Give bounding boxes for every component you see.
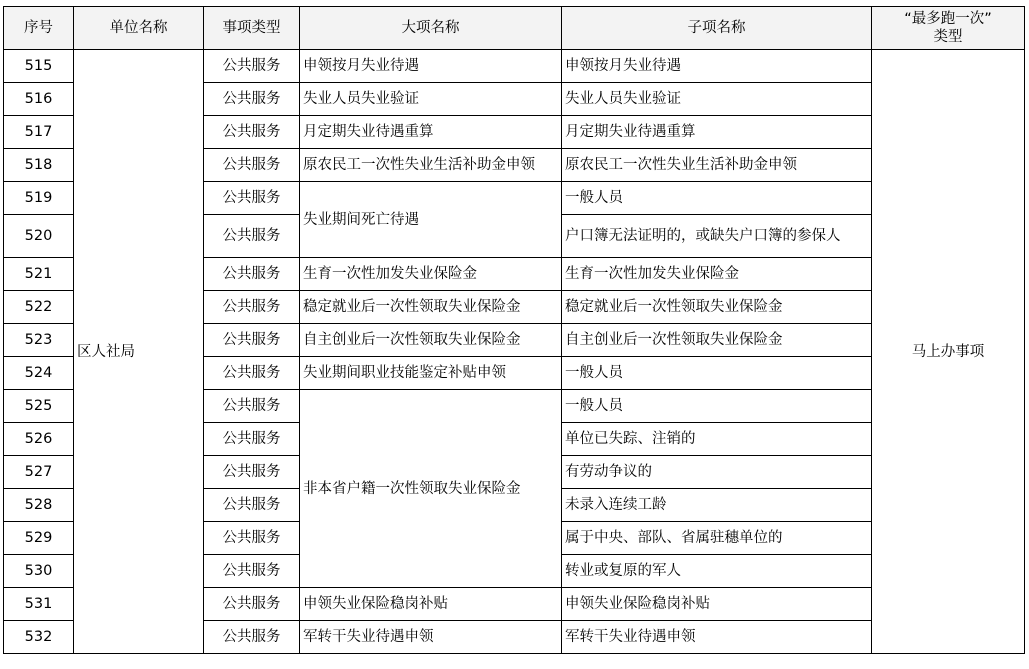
sub-cell: 原农民工一次性失业生活补助金申领	[562, 149, 872, 182]
seq-cell: 517	[4, 116, 74, 149]
seq-cell: 522	[4, 291, 74, 324]
sub-cell: 未录入连续工龄	[562, 489, 872, 522]
major-cell: 失业期间死亡待遇	[300, 182, 562, 258]
seq-cell: 525	[4, 390, 74, 423]
type-cell: 公共服务	[204, 116, 300, 149]
type-cell: 公共服务	[204, 390, 300, 423]
header-category-line2: 类型	[933, 29, 963, 45]
seq-cell: 519	[4, 182, 74, 215]
seq-cell: 529	[4, 522, 74, 555]
category-cell: 马上办事项	[872, 50, 1025, 654]
seq-cell: 515	[4, 50, 74, 83]
type-cell: 公共服务	[204, 182, 300, 215]
sub-cell: 自主创业后一次性领取失业保险金	[562, 324, 872, 357]
header-type: 事项类型	[204, 7, 300, 50]
sub-cell: 申领按月失业待遇	[562, 50, 872, 83]
sub-cell: 月定期失业待遇重算	[562, 116, 872, 149]
type-cell: 公共服务	[204, 215, 300, 258]
seq-cell: 524	[4, 357, 74, 390]
seq-cell: 531	[4, 588, 74, 621]
unit-cell: 区人社局	[74, 50, 204, 654]
type-cell: 公共服务	[204, 149, 300, 182]
type-cell: 公共服务	[204, 291, 300, 324]
seq-cell: 523	[4, 324, 74, 357]
major-cell: 申领失业保险稳岗补贴	[300, 588, 562, 621]
seq-cell: 530	[4, 555, 74, 588]
seq-cell: 526	[4, 423, 74, 456]
sub-cell: 一般人员	[562, 357, 872, 390]
type-cell: 公共服务	[204, 522, 300, 555]
header-row	[4, 7, 1025, 50]
header-major: 大项名称	[300, 7, 562, 50]
type-cell: 公共服务	[204, 258, 300, 291]
seq-cell: 518	[4, 149, 74, 182]
type-cell: 公共服务	[204, 50, 300, 83]
header-category	[872, 7, 1025, 50]
major-cell: 稳定就业后一次性领取失业保险金	[300, 291, 562, 324]
service-items-table	[3, 6, 1025, 654]
seq-cell: 521	[4, 258, 74, 291]
type-cell: 公共服务	[204, 588, 300, 621]
type-cell: 公共服务	[204, 621, 300, 654]
major-cell: 生育一次性加发失业保险金	[300, 258, 562, 291]
seq-cell: 520	[4, 215, 74, 258]
type-cell: 公共服务	[204, 324, 300, 357]
sub-cell: 一般人员	[562, 182, 872, 215]
major-cell: 失业人员失业验证	[300, 83, 562, 116]
sub-cell: 军转干失业待遇申领	[562, 621, 872, 654]
major-cell: 非本省户籍一次性领取失业保险金	[300, 390, 562, 588]
header-category-line1: “最多跑一次”	[904, 11, 992, 27]
type-cell: 公共服务	[204, 423, 300, 456]
sub-cell: 失业人员失业验证	[562, 83, 872, 116]
seq-cell: 532	[4, 621, 74, 654]
header-sub: 子项名称	[562, 7, 872, 50]
sub-cell: 转业或复原的军人	[562, 555, 872, 588]
sub-cell: 一般人员	[562, 390, 872, 423]
major-cell: 原农民工一次性失业生活补助金申领	[300, 149, 562, 182]
major-cell: 失业期间职业技能鉴定补贴申领	[300, 357, 562, 390]
seq-cell: 516	[4, 83, 74, 116]
type-cell: 公共服务	[204, 555, 300, 588]
major-cell: 申领按月失业待遇	[300, 50, 562, 83]
type-cell: 公共服务	[204, 456, 300, 489]
header-unit: 单位名称	[74, 7, 204, 50]
major-cell: 月定期失业待遇重算	[300, 116, 562, 149]
type-cell: 公共服务	[204, 489, 300, 522]
sub-cell: 稳定就业后一次性领取失业保险金	[562, 291, 872, 324]
type-cell: 公共服务	[204, 357, 300, 390]
major-cell: 军转干失业待遇申领	[300, 621, 562, 654]
header-seq: 序号	[4, 7, 74, 50]
sub-cell: 单位已失踪、注销的	[562, 423, 872, 456]
major-cell: 自主创业后一次性领取失业保险金	[300, 324, 562, 357]
sub-cell: 户口簿无法证明的，或缺失户口簿的参保人	[562, 215, 872, 258]
sub-cell: 有劳动争议的	[562, 456, 872, 489]
table-row	[4, 50, 1025, 83]
seq-cell: 527	[4, 456, 74, 489]
seq-cell: 528	[4, 489, 74, 522]
sub-cell: 生育一次性加发失业保险金	[562, 258, 872, 291]
type-cell: 公共服务	[204, 83, 300, 116]
sub-cell: 申领失业保险稳岗补贴	[562, 588, 872, 621]
sub-cell: 属于中央、部队、省属驻穗单位的	[562, 522, 872, 555]
